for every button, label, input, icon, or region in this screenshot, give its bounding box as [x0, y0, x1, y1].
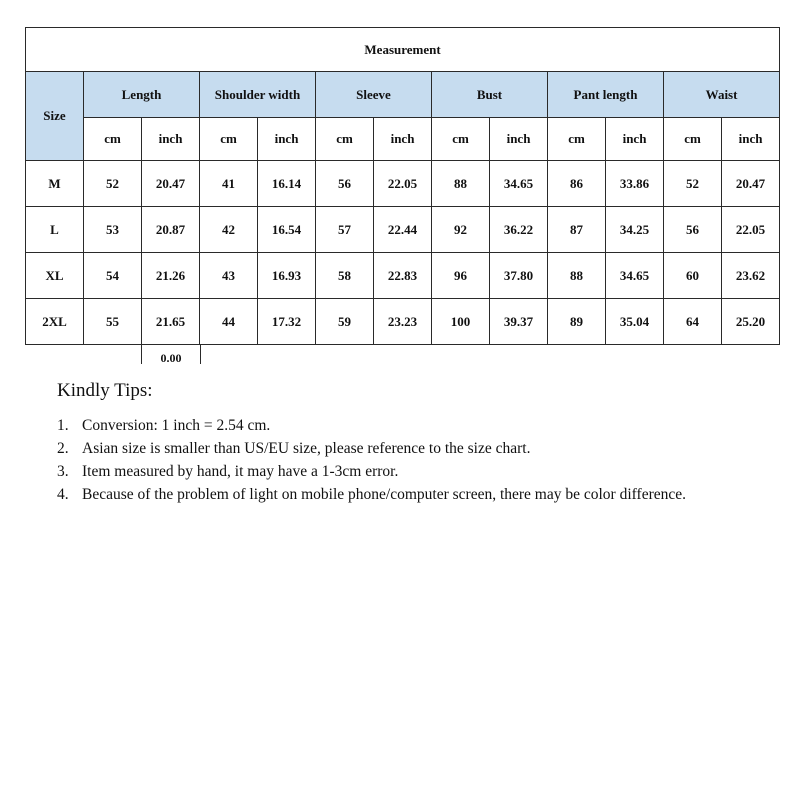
measurement-cell: 34.65	[606, 253, 664, 299]
measurement-cell: 43	[200, 253, 258, 299]
tip-text: Asian size is smaller than US/EU size, please reference to the size chart.	[82, 440, 531, 457]
measurement-cell: 37.80	[490, 253, 548, 299]
unit-header-cm: cm	[316, 118, 374, 161]
tip-number: 1.	[57, 417, 69, 434]
unit-header-inch: inch	[374, 118, 432, 161]
measurement-cell: 86	[548, 161, 606, 207]
measurement-cell: 21.65	[142, 299, 200, 345]
column-header-length: Length	[84, 72, 200, 118]
tip-number: 2.	[57, 440, 69, 457]
measurement-cell: 33.86	[606, 161, 664, 207]
measurement-cell: 35.04	[606, 299, 664, 345]
tip-item	[57, 437, 697, 460]
measurement-cell: 23.23	[374, 299, 432, 345]
measurement-cell: 55	[84, 299, 142, 345]
tip-item	[57, 483, 697, 506]
measurement-cell: 36.22	[490, 207, 548, 253]
unit-header-inch: inch	[606, 118, 664, 161]
column-header-shoulder-width: Shoulder width	[200, 72, 316, 118]
tip-number: 4.	[57, 486, 69, 503]
measurement-cell: 20.87	[142, 207, 200, 253]
tip-text: Because of the problem of light on mobile phone/computer screen, there may be color difference.	[82, 486, 686, 503]
tip-item	[57, 414, 697, 437]
unit-header-inch: inch	[722, 118, 780, 161]
size-cell: 2XL	[26, 299, 84, 345]
tip-number: 3.	[57, 463, 69, 480]
unit-header-cm: cm	[432, 118, 490, 161]
tip-text: Conversion: 1 inch = 2.54 cm.	[82, 417, 271, 434]
measurement-cell: 20.47	[142, 161, 200, 207]
measurement-cell: 56	[664, 207, 722, 253]
measurement-cell: 42	[200, 207, 258, 253]
table-row	[26, 299, 780, 345]
measurement-cell: 64	[664, 299, 722, 345]
size-cell: XL	[26, 253, 84, 299]
table-title: Measurement	[26, 28, 780, 72]
column-header-bust: Bust	[432, 72, 548, 118]
measurement-cell: 16.93	[258, 253, 316, 299]
measurement-cell: 59	[316, 299, 374, 345]
unit-header-inch: inch	[258, 118, 316, 161]
measurement-cell: 44	[200, 299, 258, 345]
column-header-sleeve: Sleeve	[316, 72, 432, 118]
measurement-cell: 22.83	[374, 253, 432, 299]
measurement-cell: 52	[84, 161, 142, 207]
measurement-cell: 22.05	[374, 161, 432, 207]
unit-header-inch: inch	[142, 118, 200, 161]
measurement-cell: 22.05	[722, 207, 780, 253]
tips-list	[57, 414, 697, 506]
measurement-cell: 57	[316, 207, 374, 253]
kindly-tips	[57, 380, 697, 506]
measurement-cell: 88	[548, 253, 606, 299]
measurement-cell: 16.14	[258, 161, 316, 207]
measurement-cell: 88	[432, 161, 490, 207]
measurement-cell: 41	[200, 161, 258, 207]
measurement-cell: 25.20	[722, 299, 780, 345]
measurement-cell: 54	[84, 253, 142, 299]
measurement-cell: 56	[316, 161, 374, 207]
measurement-cell: 92	[432, 207, 490, 253]
unit-header-cm: cm	[664, 118, 722, 161]
measurement-cell: 34.25	[606, 207, 664, 253]
tip-text: Item measured by hand, it may have a 1-3cm error.	[82, 463, 399, 480]
measurement-cell: 23.62	[722, 253, 780, 299]
unit-header-cm: cm	[84, 118, 142, 161]
size-chart-table	[25, 27, 780, 345]
measurement-cell: 17.32	[258, 299, 316, 345]
measurement-cell: 87	[548, 207, 606, 253]
measurement-cell: 22.44	[374, 207, 432, 253]
unit-header-cm: cm	[548, 118, 606, 161]
size-cell: M	[26, 161, 84, 207]
unit-header-cm: cm	[200, 118, 258, 161]
column-header-waist: Waist	[664, 72, 780, 118]
column-header-pant-length: Pant length	[548, 72, 664, 118]
measurement-cell: 53	[84, 207, 142, 253]
table-row	[26, 253, 780, 299]
measurement-cell: 34.65	[490, 161, 548, 207]
measurement-cell: 20.47	[722, 161, 780, 207]
measurement-cell: 58	[316, 253, 374, 299]
measurement-cell: 16.54	[258, 207, 316, 253]
unit-header-inch: inch	[490, 118, 548, 161]
extra-inch-cell: 0.00	[141, 344, 201, 364]
size-column-header: Size	[26, 72, 84, 161]
measurement-cell: 96	[432, 253, 490, 299]
table-row	[26, 207, 780, 253]
measurement-cell: 100	[432, 299, 490, 345]
measurement-cell: 52	[664, 161, 722, 207]
tip-item	[57, 460, 697, 483]
table-row	[26, 161, 780, 207]
measurement-cell: 21.26	[142, 253, 200, 299]
measurement-cell: 60	[664, 253, 722, 299]
measurement-cell: 39.37	[490, 299, 548, 345]
tips-title: Kindly Tips:	[57, 380, 153, 401]
size-cell: L	[26, 207, 84, 253]
measurement-cell: 89	[548, 299, 606, 345]
